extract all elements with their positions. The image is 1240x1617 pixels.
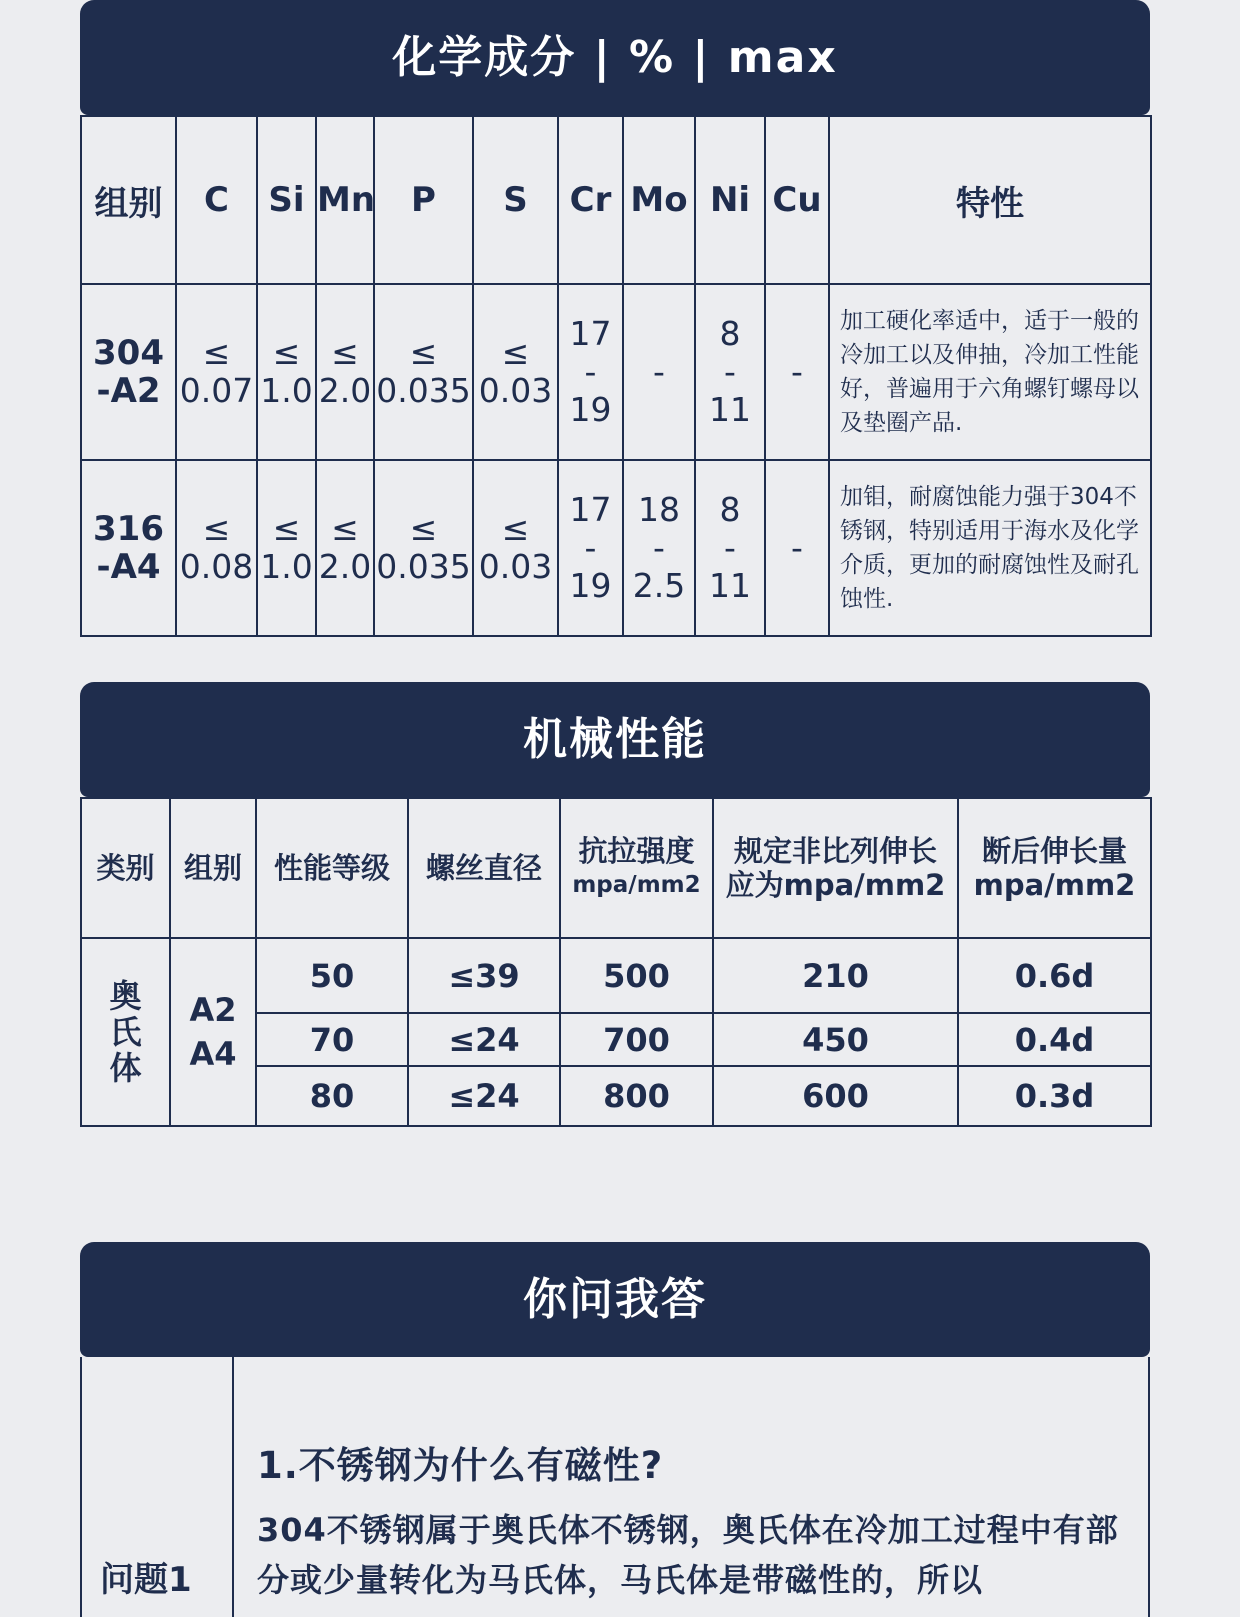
table-row bbox=[81, 938, 1151, 1013]
c-value: ≤ 0.07 bbox=[176, 284, 257, 460]
table-row bbox=[81, 460, 1151, 636]
diameter-value: ≤24 bbox=[408, 1066, 560, 1126]
grade-value: 80 bbox=[256, 1066, 408, 1126]
cr-value: 17 - 19 bbox=[558, 284, 623, 460]
header-category: 类别 bbox=[81, 798, 170, 938]
mechanical-header-row bbox=[81, 798, 1151, 938]
header-cu: Cu bbox=[765, 116, 829, 284]
property-note: 加钼，耐腐蚀能力强于304不锈钢，特别适用于海水及化学介质，更加的耐腐蚀性及耐孔蚀性. bbox=[829, 460, 1151, 636]
chemical-composition-section bbox=[80, 0, 1150, 637]
cr-value: 17 - 19 bbox=[558, 460, 623, 636]
group-cell: A2 A4 bbox=[170, 938, 256, 1126]
answer-cell bbox=[257, 1435, 1138, 1605]
chemical-title: 化学成分 | % | max bbox=[80, 0, 1150, 115]
header-grade: 性能等级 bbox=[256, 798, 408, 938]
ni-value: 8 - 11 bbox=[695, 284, 765, 460]
header-group: 组别 bbox=[81, 116, 176, 284]
cu-value: - bbox=[765, 460, 829, 636]
header-ni: Ni bbox=[695, 116, 765, 284]
header-p: P bbox=[374, 116, 473, 284]
category-cell: 奥 氏 体 bbox=[81, 938, 170, 1126]
mechanical-properties-section bbox=[80, 682, 1150, 1127]
header-tensile: 抗拉强度 mpa/mm2 bbox=[560, 798, 713, 938]
s-value: ≤ 0.03 bbox=[473, 284, 558, 460]
grade-cell: 304 -A2 bbox=[81, 284, 176, 460]
elongation-value: 0.6d bbox=[958, 938, 1151, 1013]
diameter-value: ≤24 bbox=[408, 1013, 560, 1066]
mechanical-table bbox=[80, 797, 1152, 1127]
si-value: ≤ 1.0 bbox=[257, 284, 316, 460]
header-s: S bbox=[473, 116, 558, 284]
s-value: ≤ 0.03 bbox=[473, 460, 558, 636]
header-c: C bbox=[176, 116, 257, 284]
property-note: 加工硬化率适中，适于一般的冷加工以及伸抽，冷加工性能好，普遍用于六角螺钉螺母以及垫圈产品. bbox=[829, 284, 1151, 460]
elongation-value: 0.4d bbox=[958, 1013, 1151, 1066]
yield-value: 210 bbox=[713, 938, 958, 1013]
mn-value: ≤ 2.0 bbox=[316, 460, 374, 636]
tensile-value: 800 bbox=[560, 1066, 713, 1126]
elongation-value: 0.3d bbox=[958, 1066, 1151, 1126]
header-si: Si bbox=[257, 116, 316, 284]
faq-title: 你问我答 bbox=[80, 1242, 1150, 1357]
mo-value: 18 - 2.5 bbox=[623, 460, 695, 636]
question-text: 1.不锈钢为什么有磁性? bbox=[257, 1444, 664, 1487]
si-value: ≤ 1.0 bbox=[257, 460, 316, 636]
header-diameter: 螺丝直径 bbox=[408, 798, 560, 938]
p-value: ≤ 0.035 bbox=[374, 284, 473, 460]
yield-value: 450 bbox=[713, 1013, 958, 1066]
ni-value: 8 - 11 bbox=[695, 460, 765, 636]
header-yield: 规定非比列伸长 应为mpa/mm2 bbox=[713, 798, 958, 938]
c-value: ≤ 0.08 bbox=[176, 460, 257, 636]
chemical-table bbox=[80, 115, 1152, 637]
question-label-cell bbox=[82, 1357, 234, 1617]
header-mn: Mn bbox=[316, 116, 374, 284]
grade-value: 50 bbox=[256, 938, 408, 1013]
header-elongation: 断后伸长量 mpa/mm2 bbox=[958, 798, 1151, 938]
answer-text: 304不锈钢属于奥氏体不锈钢，奥氏体在冷加工过程中有部分或少量转化为马氏体，马氏体是带磁性的，所以 bbox=[257, 1511, 1119, 1599]
chemical-header-row bbox=[81, 116, 1151, 284]
diameter-value: ≤39 bbox=[408, 938, 560, 1013]
header-group: 组别 bbox=[170, 798, 256, 938]
header-cr: Cr bbox=[558, 116, 623, 284]
header-property: 特性 bbox=[829, 116, 1151, 284]
table-row bbox=[81, 284, 1151, 460]
mechanical-title: 机械性能 bbox=[80, 682, 1150, 797]
p-value: ≤ 0.035 bbox=[374, 460, 473, 636]
grade-cell: 316 -A4 bbox=[81, 460, 176, 636]
faq-body bbox=[80, 1357, 1150, 1617]
question-label: 问题1 bbox=[100, 1560, 192, 1600]
cu-value: - bbox=[765, 284, 829, 460]
yield-value: 600 bbox=[713, 1066, 958, 1126]
tensile-value: 700 bbox=[560, 1013, 713, 1066]
tensile-value: 500 bbox=[560, 938, 713, 1013]
grade-value: 70 bbox=[256, 1013, 408, 1066]
faq-section bbox=[80, 1242, 1150, 1617]
header-mo: Mo bbox=[623, 116, 695, 284]
mn-value: ≤ 2.0 bbox=[316, 284, 374, 460]
mo-value: - bbox=[623, 284, 695, 460]
